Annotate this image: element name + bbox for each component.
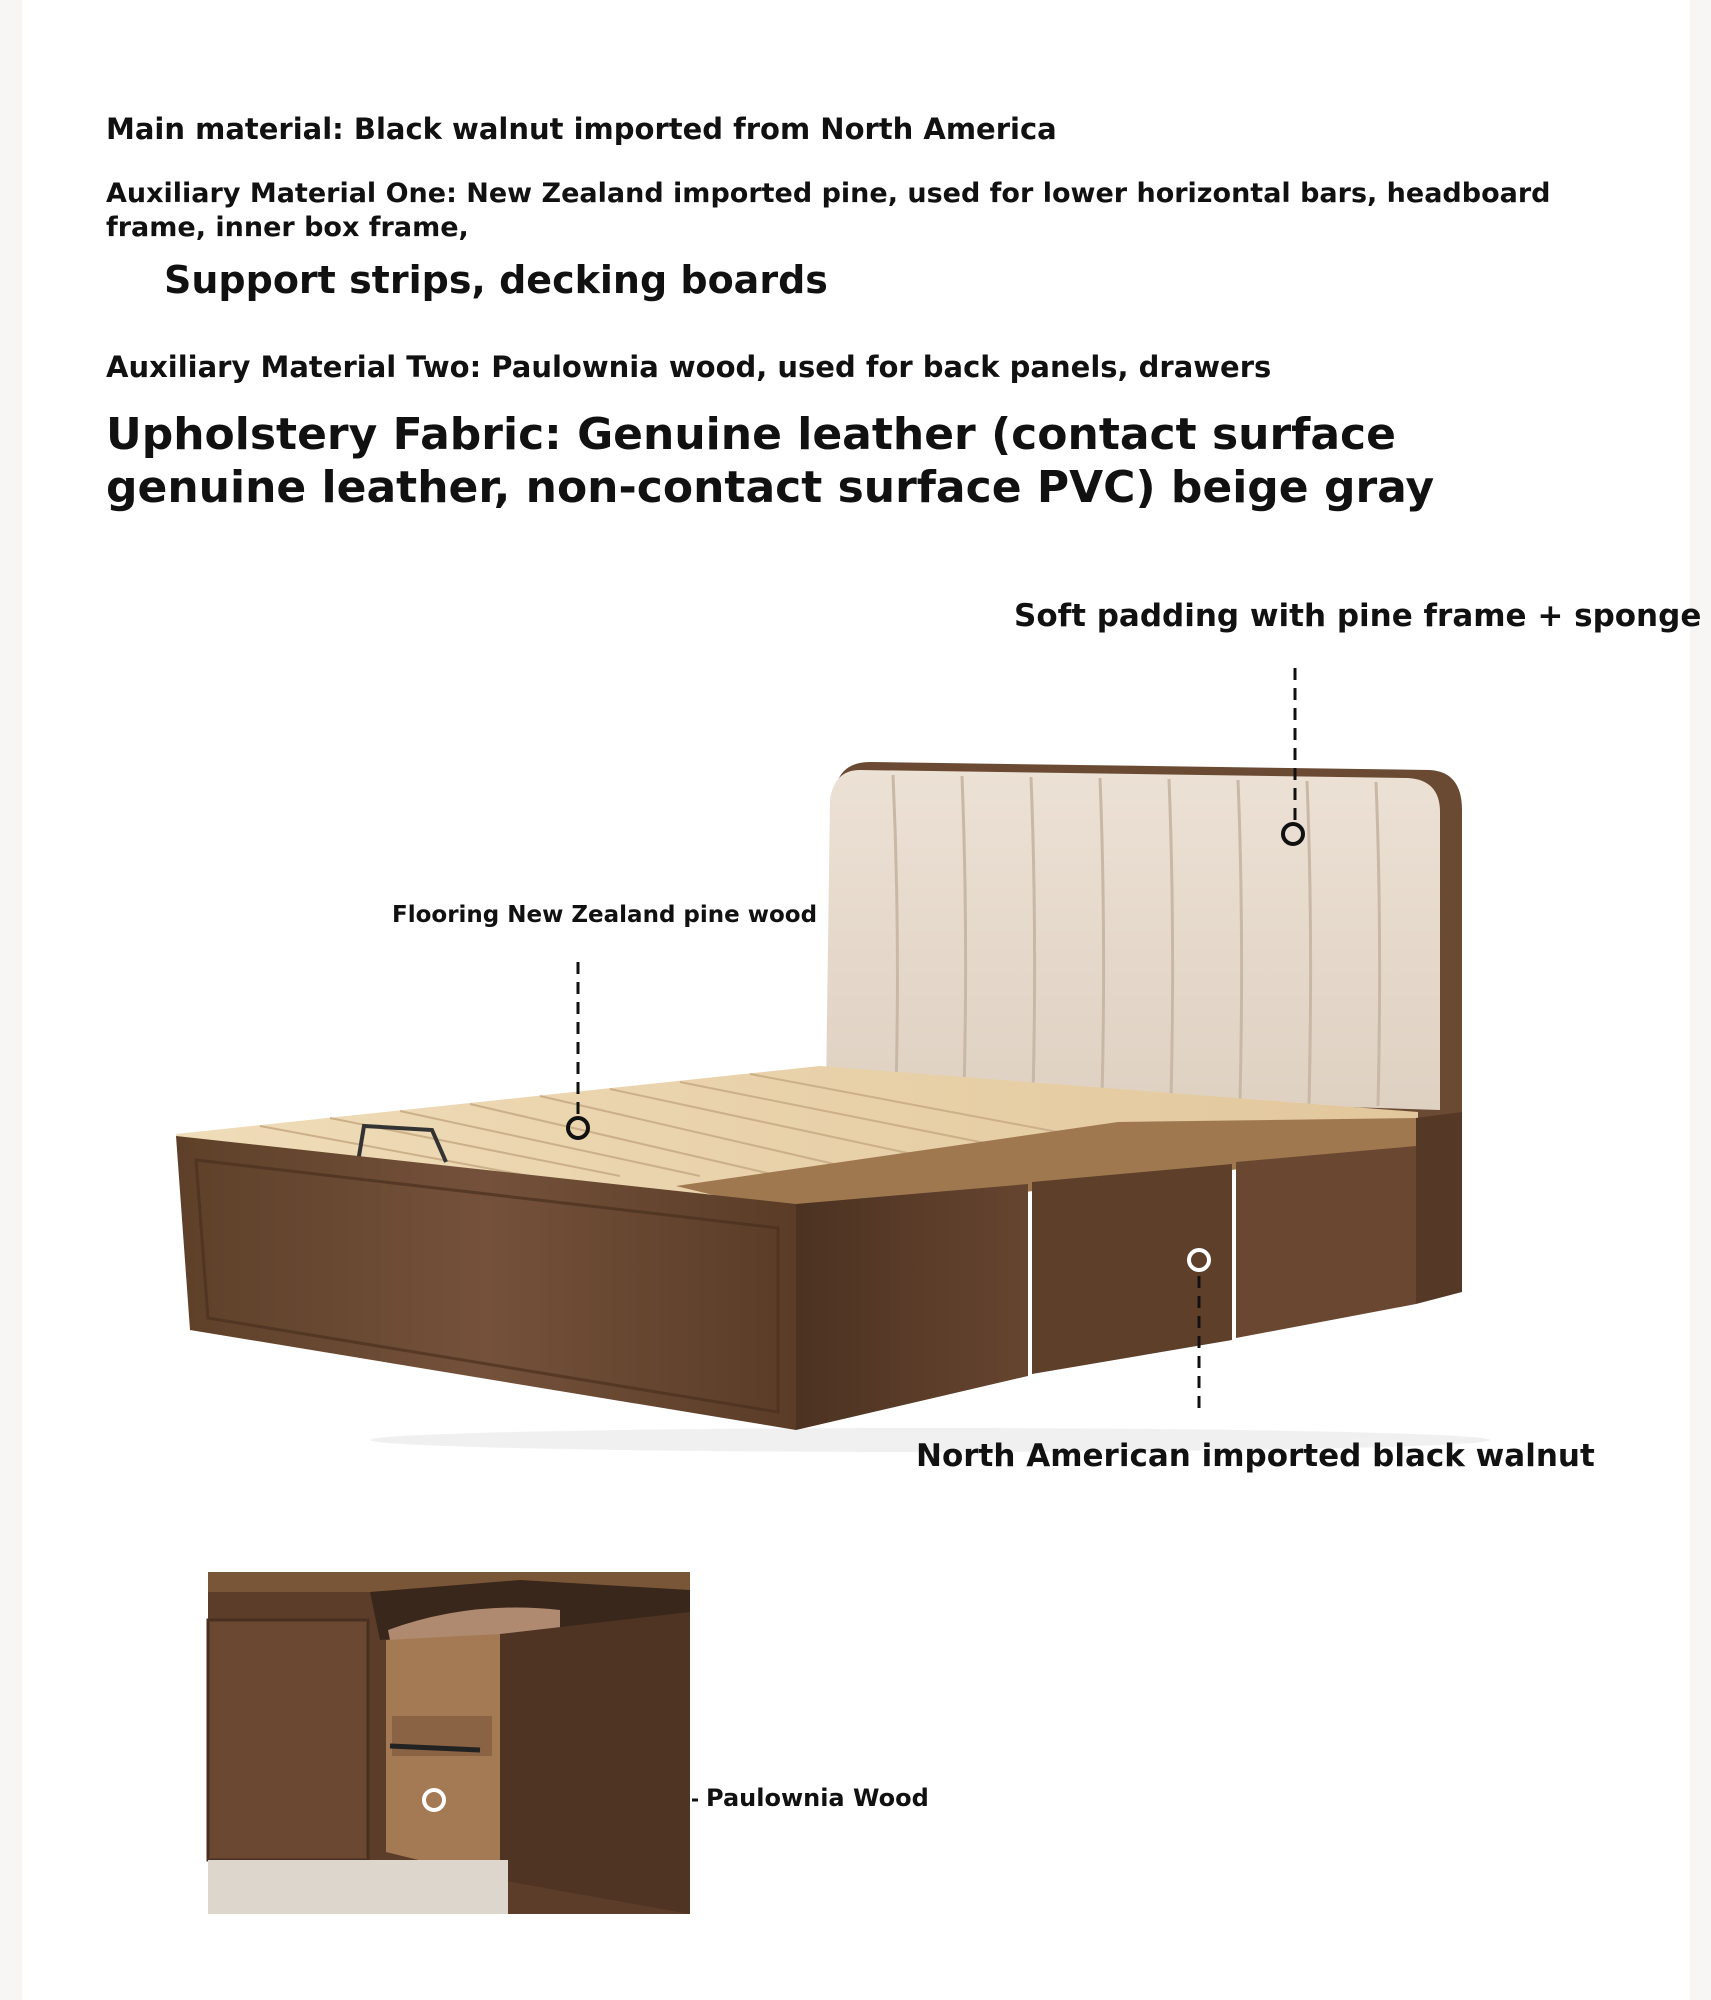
callout-flooring: Flooring New Zealand pine wood xyxy=(392,902,818,928)
callout-drawer-wood: Paulownia Wood xyxy=(706,1784,929,1812)
headboard-leather xyxy=(826,770,1440,1110)
side-drawer-front-left xyxy=(796,1184,1028,1430)
spec-main-material: Main material: Black walnut imported from North America xyxy=(106,112,1057,146)
spec-auxiliary-material-one-continued: Support strips, decking boards xyxy=(164,258,828,302)
spec-upholstery-fabric: Upholstery Fabric: Genuine leather (contact surface genuine leather, non-contact surface PVC) beige gray xyxy=(106,409,1435,513)
drawer-detail-photo xyxy=(208,1572,690,1914)
spec-auxiliary-material-two: Auxiliary Material Two: Paulownia wood, used for back panels, drawers xyxy=(106,350,1272,384)
side-drawer-front-right xyxy=(1236,1146,1416,1338)
headboard-post xyxy=(1416,1112,1462,1304)
spec-auxiliary-material-one: Auxiliary Material One: New Zealand imported pine, used for lower horizontal bars, headboard frame, inner box frame, xyxy=(106,178,1551,243)
callout-frame-wood: North American imported black walnut xyxy=(916,1438,1595,1474)
callout-headboard-padding: Soft padding with pine frame + sponge xyxy=(1014,598,1702,634)
